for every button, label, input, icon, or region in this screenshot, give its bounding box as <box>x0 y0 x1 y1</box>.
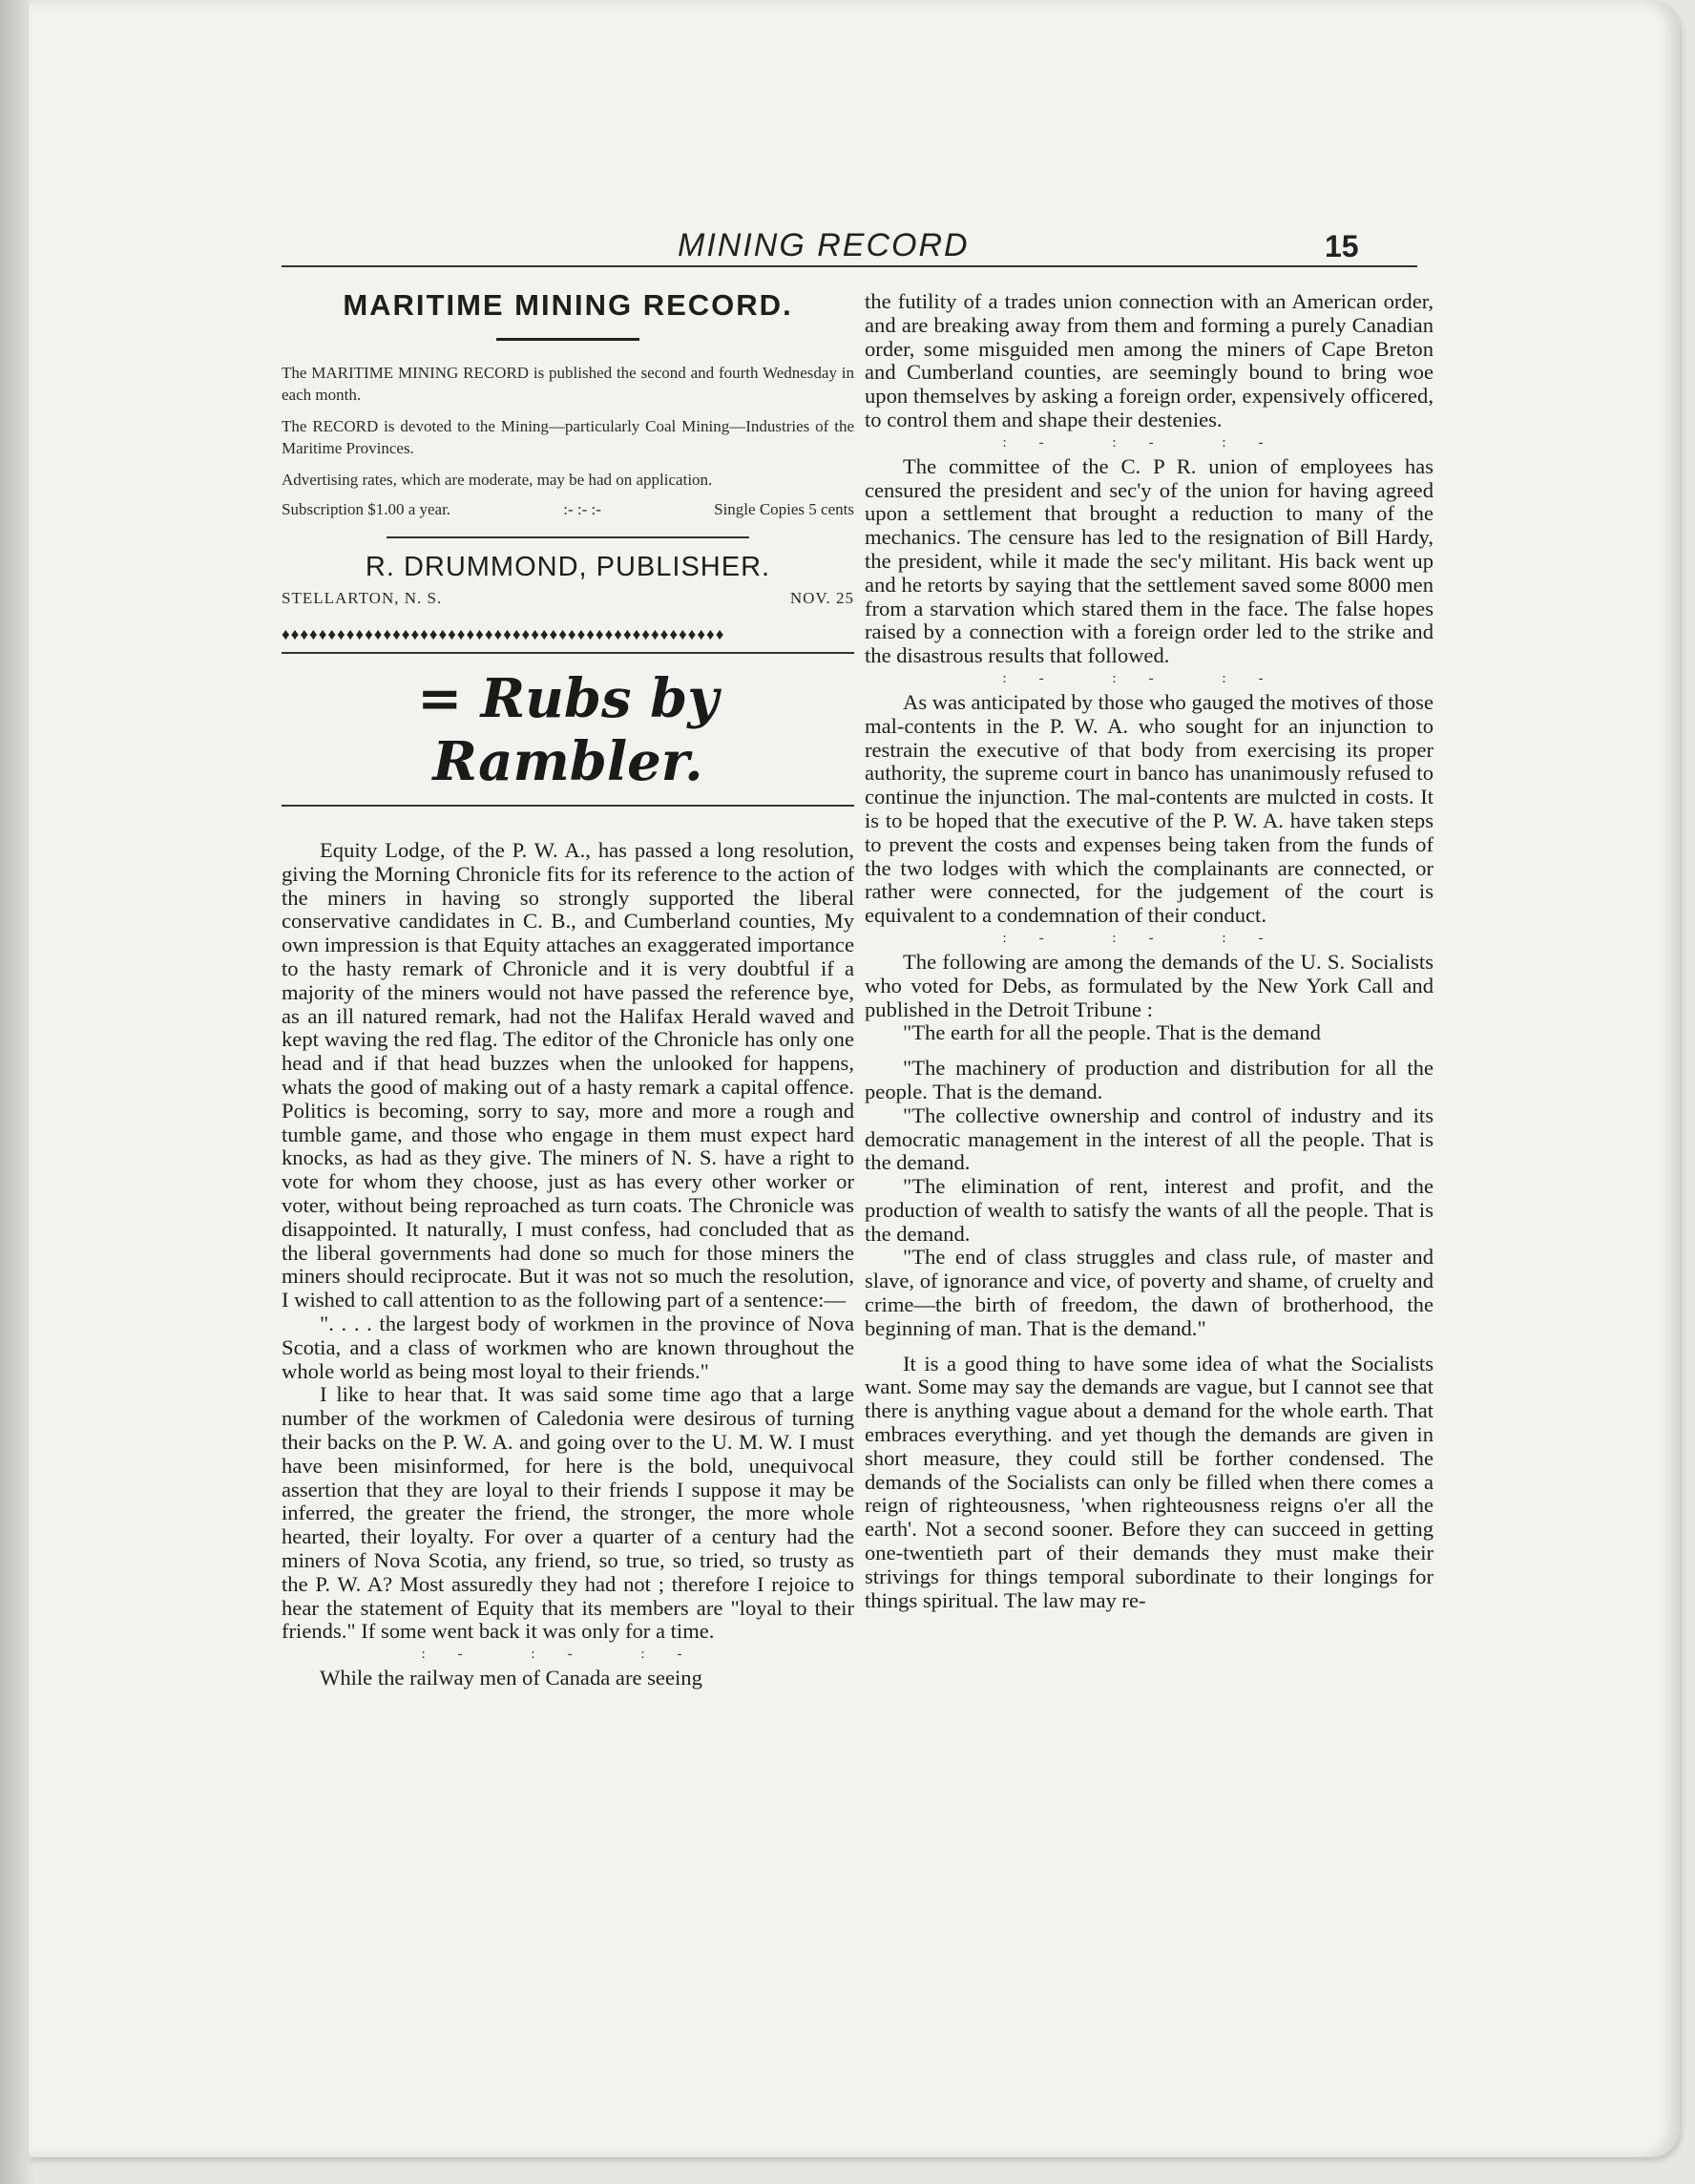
masthead-title: MARITIME MINING RECORD. <box>343 288 793 322</box>
paragraph: The committee of the C. P R. union of employees has censured the president and sec'y of the union for having agreed upon a settlement that brought a reduction to many of the mechanics. The censure has led to the resignation of Bill Hardy, the president, while it made the sec'y militant. His back went up and he retorts by saying that the settlement saved some 8000 men from a starvation which stared them in the face. The false hopes raised by a connection with a foreign order led to the strike and the disastrous results that followed. <box>865 453 1433 668</box>
section-separator: :- :- :- <box>1002 434 1296 451</box>
advertising-notice: Advertising rates, which are moderate, may be had on application. <box>282 471 713 489</box>
paragraph: It is a good thing to have some idea of what the Socialists want. Some may say the demands are vague, but I cannot see that there is anything vague about a demand for the whole earth. That embraces everything. and yet though the demands are given in short measure, they could still be forther condensed. The demands of the Socialists can only be filled when there comes a reign of righteousness, 'when righteousness reigns o'er all the earth'. Not a second sooner. Before they can succeed in getting one-twentieth part of their demands they must make their strivings for things temporal subordinate to their longings for things spiritual. The law may re- <box>865 1351 1433 1612</box>
section-separator: :- :- :- <box>421 1647 715 1663</box>
paragraph: While the railway men of Canada are seeing <box>320 1666 702 1690</box>
quoted-demand: "The collective ownership and control of industry and its democratic management in the interest of all the people. That is the demand. <box>865 1102 1433 1175</box>
place: STELLARTON, N. S. <box>282 589 443 607</box>
masthead-rule <box>496 338 639 341</box>
paragraph: Equity Lodge, of the P. W. A., has passed a long resolution, giving the Morning Chronicle fits for its reference to the action of the miners in having so strongly supported the liberal conservative candidates in C. B., and Cumberland counties, My own impression is that Equity attaches an exaggerated importance to the hasty remark of Chronicle and it is very doubtful if a majority of the miners would not have passed the reference bye, as an ill natured remark, had not the Halifax Herald waved and kept waving the red flag. The editor of the Chronicle has only one head and if that head buzzes when the unlooked for happens, whats the good of making out of a hasty remark a capital offence. Politics is becoming, sorry to say, more and more a rough and tumble game, and those who engage in them must expect hard knocks, as had as they give. The miners of N. S. have a right to vote for whom they choose, just as has every other worker or voter, without being reproached as turn coats. The Chronicle was disappointed. It naturally, I must confess, had concluded that as the liberal governments had done so much for those miners the miners should reciprocate. But it was not so much the resolution, I wished to call attention to as the following part of a sentence:— <box>282 838 854 1312</box>
section-rule <box>282 652 854 654</box>
running-title: MINING RECORD <box>678 227 970 263</box>
ornamental-border: ♦♦♦♦♦♦♦♦♦♦♦♦♦♦♦♦♦♦♦♦♦♦♦♦♦♦♦♦♦♦♦♦♦♦♦♦♦♦♦♦♦♦♦♦♦♦♦♦ <box>282 625 725 643</box>
paragraph: the futility of a trades union connection with an American order, and are breaking away from them and forming a purely Canadian order, some misguided men among the miners of Cape Breton and Cumberland counties, are seemingly bound to bring woe upon themselves by asking a foreign order, expensively officered, to control them and shape their destenies. <box>865 289 1433 431</box>
paragraph: The following are among the demands of the U. S. Socialists who voted for Debs, as formulated by the New York Call and published in the Detroit Tribune : <box>865 949 1433 1021</box>
masthead-divider <box>387 536 749 538</box>
quoted-demand: "The end of class struggles and class rule, of master and slave, of ignorance and vice, of poverty and shame, of cruelty and crime—the birth of freedom, the dawn of brotherhood, the beginning of man. That is the demand." <box>865 1245 1433 1340</box>
publication-notice: The MARITIME MINING RECORD is published the second and fourth Wednesday in each month. <box>282 364 854 404</box>
section-separator: :- :- :- <box>1002 670 1296 686</box>
separator-mark: :- :- :- <box>563 500 601 518</box>
single-copy-price: Single Copies 5 cents <box>714 500 854 518</box>
publisher-line: R. DRUMMOND, PUBLISHER. <box>365 552 771 582</box>
left-article-text <box>282 839 854 1690</box>
paragraph: ". . . . the largest body of workmen in the province of Nova Scotia, and a class of workmen who are known throughout the whole world as being most loyal to their friends." <box>282 1311 854 1383</box>
column-heading: = Rubs by Rambler. <box>417 667 719 793</box>
header-rule <box>282 265 1417 267</box>
right-column <box>865 290 1433 1612</box>
section-separator: :- :- :- <box>1002 930 1296 946</box>
left-column <box>282 284 854 1690</box>
quoted-demand: "The machinery of production and distribution for all the people. That is the demand. <box>865 1056 1433 1103</box>
subscription-line <box>282 500 854 519</box>
paragraph: As was anticipated by those who gauged the motives of those mal-contents in the P. W. A. who sought for an injunction to restrain the executive of that body from exercising its proper authority, the supreme court in banco has unanimously refused to continue the injunction. The mal-contents are mulcted in costs. It is to be hoped that the executive of the P. W. A. have taken steps to prevent the costs and expenses being taken from the funds of the two lodges with which the complainants are connected, or rather were connected, for the judgement of the court is equivalent to a condemnation of their conduct. <box>865 689 1433 928</box>
right-article-text <box>865 290 1433 1612</box>
page-number: 15 <box>1325 229 1359 263</box>
quoted-demand: "The elimination of rent, interest and profit, and the production of wealth to satisfy the wants of all the people. That is the demand. <box>865 1174 1433 1246</box>
paragraph: I like to hear that. It was said some time ago that a large number of the workmen of Caledonia were desirous of turning their backs on the P. W. A. and going over to the U. M. W. I must have been misinformed, for here is the bold, unequivocal assertion that they are loyal to their friends I suppose it may be inferred, the greater the friend, the stronger, the more whole hearted, their loyalty. For over a quarter of a century had the miners of Nova Scotia, any friend, so true, so tried, so trusty as the P. W. A? Most assuredly they had not ; therefore I rejoice to hear the statement of Equity that its members are "loyal to their friends." If some went back it was only for a time. <box>282 1382 854 1644</box>
place-date-line <box>282 589 854 608</box>
issue-date: NOV. 25 <box>789 589 854 607</box>
subscription-price: Subscription $1.00 a year. <box>282 500 451 518</box>
heading-rule <box>282 805 854 807</box>
quoted-demand: "The earth for all the people. That is the demand <box>903 1020 1321 1045</box>
devotion-notice: The RECORD is devoted to the Mining—particularly Coal Mining—Industries of the Maritime Provinces. <box>282 417 854 457</box>
